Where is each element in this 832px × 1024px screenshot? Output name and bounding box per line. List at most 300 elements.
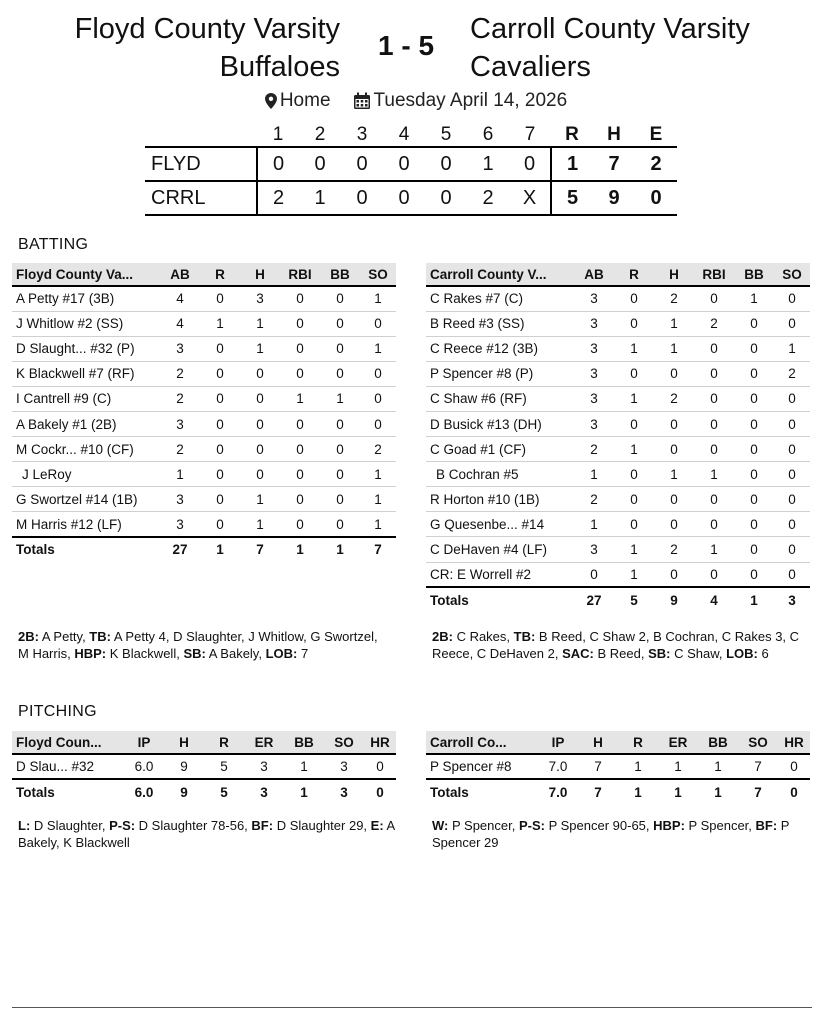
inning-score: 0 [314,152,326,175]
stat-row [426,411,810,436]
away-team-line1: Carroll County Varsity [470,13,750,45]
totals-label: Totals [12,537,160,562]
stat-cell: 0 [574,562,614,587]
column-header: R [629,266,639,282]
column-header: HR [370,734,390,750]
note-text: A Petty, [38,629,90,644]
batting-header-row [12,263,396,286]
stat-row [12,512,396,537]
stat-cell: 0 [734,462,774,487]
player-name: C Rakes #7 (C) [426,286,574,311]
stat-cell: 3 [574,311,614,336]
away-batting-notes [432,628,806,662]
total-runs: 5 [551,181,593,215]
note-label: P-S: [109,818,136,833]
column-header: H [179,734,189,750]
totals-cell: 5 [614,587,654,612]
stat-cell: 1 [614,386,654,411]
stat-cell: 3 [324,754,364,779]
inning-header: 1 [272,124,284,145]
totals-cell: 3 [774,587,810,612]
column-header: BB [744,266,764,282]
stat-row [426,487,810,512]
player-name: P Spencer #8 (P) [426,361,574,386]
stat-cell: 0 [734,386,774,411]
stat-cell: 1 [694,462,734,487]
stat-cell: 2 [654,537,694,562]
note-text: D Slaughter 78-56, [135,818,252,833]
totals-cell: 1 [280,537,320,562]
stat-cell: 0 [320,336,360,361]
total-hits: 9 [608,186,620,209]
stat-cell: 2 [654,386,694,411]
stat-cell: 0 [200,286,240,311]
stat-cell: 0 [614,462,654,487]
away-pitching-rows [426,754,810,804]
stat-cell: 3 [574,361,614,386]
column-header: H [255,266,265,282]
stat-cell: 0 [360,311,396,336]
inning-header: 5 [440,124,452,145]
stat-cell: 0 [320,411,360,436]
away-batting-table [426,263,810,612]
home-team-name [75,10,340,86]
stat-row [12,411,396,436]
stat-cell: 5 [204,754,244,779]
stat-cell: 0 [654,512,694,537]
home-pitching-table [12,731,396,804]
stat-row [12,754,396,779]
home-batting-notes [18,628,388,662]
stat-cell: 0 [734,487,774,512]
note-label: 2B: [18,629,39,644]
stat-cell: 0 [774,386,810,411]
totals-cell: 1 [698,779,738,804]
stat-cell: 0 [734,562,774,587]
player-name: C DeHaven #4 (LF) [426,537,574,562]
note-text: A Petty 4, D Slaughter, J Whitlow, G Swortzel, M Harris, [18,629,382,661]
stat-cell: 3 [240,286,280,311]
stat-cell: 2 [574,437,614,462]
stat-cell: 0 [694,562,734,587]
stat-cell: 1 [360,462,396,487]
stat-row [12,386,396,411]
stat-row [12,437,396,462]
stat-cell: 0 [614,512,654,537]
stat-cell: 1 [284,754,324,779]
final-score: 1 - 5 [377,30,435,61]
note-text: P Spencer 29 [432,818,793,850]
stat-cell: 0 [734,437,774,462]
stat-cell: 0 [200,411,240,436]
stat-row [426,562,810,587]
stat-cell: 3 [160,487,200,512]
stat-cell: 0 [200,487,240,512]
stat-cell: 1 [614,537,654,562]
stat-cell: 9 [164,754,204,779]
column-header: R [219,734,229,750]
stat-cell: 0 [654,411,694,436]
note-label: TB: [89,629,111,644]
stat-row [426,361,810,386]
stat-cell: 0 [280,462,320,487]
stat-cell: 1 [360,487,396,512]
note-label: W: [432,818,449,833]
note-text: A Bakely, K Blackwell [18,818,399,850]
stat-cell: 0 [734,311,774,336]
note-text: P Spencer, [684,818,756,833]
player-name: I Cantrell #9 (C) [12,386,160,411]
note-label: HBP: [74,646,107,661]
stat-cell: 0 [200,512,240,537]
stat-cell: 0 [360,361,396,386]
stat-row [426,437,810,462]
stat-cell: 0 [694,336,734,361]
totals-row [426,587,810,612]
totals-cell: 1 [618,779,658,804]
stat-cell: 2 [160,437,200,462]
stat-cell: 4 [160,286,200,311]
column-header: SO [748,734,768,750]
totals-cell: 0 [364,779,396,804]
stat-cell: 1 [240,311,280,336]
stat-cell: 3 [574,537,614,562]
note-label: BF: [251,818,274,833]
errors-header: E [649,124,663,145]
stat-cell: 0 [694,437,734,462]
totals-cell: 7.0 [538,779,578,804]
stat-cell: 0 [240,437,280,462]
stat-cell: 0 [778,754,810,779]
column-header: BB [330,266,350,282]
stat-row [426,386,810,411]
column-header: HR [784,734,804,750]
totals-cell: 1 [200,537,240,562]
inning-header: 2 [314,124,326,145]
player-name: R Horton #10 (1B) [426,487,574,512]
inning-header: 6 [482,124,494,145]
player-name: P Spencer #8 [426,754,538,779]
stat-cell: 2 [360,437,396,462]
stat-cell: 0 [734,411,774,436]
player-name: J Whitlow #2 (SS) [12,311,160,336]
stat-cell: 0 [774,487,810,512]
stat-row [426,336,810,361]
game-location: Home [279,90,331,111]
stat-cell: 0 [654,361,694,386]
stat-cell: 0 [280,286,320,311]
stat-cell: 1 [614,562,654,587]
stat-row [12,487,396,512]
totals-cell: 7 [360,537,396,562]
player-name: D Busick #13 (DH) [426,411,574,436]
stat-cell: 3 [160,336,200,361]
inning-score: 0 [356,152,368,175]
stat-cell: 0 [774,562,810,587]
column-header: BB [294,734,314,750]
totals-cell: 3 [244,779,284,804]
stat-cell: 1 [200,311,240,336]
stat-cell: 2 [160,386,200,411]
total-hits: 7 [608,152,620,175]
linescore-row [145,147,677,181]
stat-cell: 0 [774,437,810,462]
totals-cell: 9 [654,587,694,612]
stat-row [12,311,396,336]
totals-cell: 1 [320,537,360,562]
player-name: C Reece #12 (3B) [426,336,574,361]
stat-cell: 0 [320,487,360,512]
stat-cell: 1 [658,754,698,779]
pitching-section-title: PITCHING [18,703,97,720]
stat-cell: 3 [160,411,200,436]
stat-cell: 1 [618,754,658,779]
column-header: SO [334,734,354,750]
note-text: P Spencer 90-65, [544,818,654,833]
column-header: BB [708,734,728,750]
team-column-header: Carroll Co... [430,734,507,750]
stat-cell: 0 [200,462,240,487]
totals-cell: 4 [694,587,734,612]
stat-cell: 0 [280,311,320,336]
stat-cell: 3 [574,411,614,436]
stat-cell: 1 [280,386,320,411]
stat-cell: 1 [160,462,200,487]
away-batting-rows [426,286,810,612]
home-batting-rows [12,286,396,562]
player-name: CR: E Worrell #2 [426,562,574,587]
game-date: Tuesday April 14, 2026 [373,90,568,111]
player-name: C Goad #1 (CF) [426,437,574,462]
stat-cell: 2 [654,286,694,311]
stat-cell: 0 [614,311,654,336]
stat-cell: 0 [774,537,810,562]
totals-cell: 7 [240,537,280,562]
inning-score: 2 [482,186,494,209]
stat-cell: 0 [364,754,396,779]
stat-cell: 1 [734,286,774,311]
totals-row [12,779,396,804]
runs-header: R [565,124,579,145]
stat-row [426,311,810,336]
note-label: L: [18,818,31,833]
linescore-row [145,181,677,215]
note-text: B Reed, [593,646,649,661]
stat-cell: 0 [694,386,734,411]
stat-cell: 1 [654,462,694,487]
column-header: AB [170,266,190,282]
stat-cell: 0 [734,512,774,537]
stat-cell: 1 [614,336,654,361]
stat-cell: 1 [774,336,810,361]
linescore-team: FLYD [151,152,201,175]
stat-cell: 0 [360,386,396,411]
stat-row [426,512,810,537]
stat-cell: 0 [320,361,360,386]
player-name: C Shaw #6 (RF) [426,386,574,411]
note-label: LOB: [726,646,758,661]
bottom-divider [12,1007,812,1008]
stat-cell: 0 [200,361,240,386]
home-team-line1: Floyd County Varsity [74,13,340,45]
team-column-header: Floyd County Va... [16,266,134,282]
stat-cell: 0 [614,286,654,311]
totals-label: Totals [426,779,538,804]
stat-cell: 1 [614,437,654,462]
stat-cell: 0 [240,462,280,487]
stat-cell: 0 [694,361,734,386]
stat-cell: 0 [280,411,320,436]
stat-row [12,361,396,386]
stat-cell: 0 [240,411,280,436]
totals-row [426,779,810,804]
stat-cell: 1 [654,336,694,361]
team-column-header: Carroll County V... [430,266,547,282]
stat-cell: 0 [320,286,360,311]
inning-score: 0 [398,152,410,175]
note-label: LOB: [265,646,298,661]
note-label: HBP: [653,818,685,833]
stat-cell: 0 [654,437,694,462]
inning-score: 0 [440,186,452,209]
note-text: D Slaughter 29, [273,818,371,833]
inning-score: 0 [257,147,299,181]
stat-cell: 1 [320,386,360,411]
inning-score: 0 [398,186,410,209]
player-name: B Reed #3 (SS) [426,311,574,336]
player-name: D Slaught... #32 (P) [12,336,160,361]
total-runs: 1 [551,147,593,181]
stat-cell: 0 [240,386,280,411]
totals-cell: 9 [164,779,204,804]
player-name: K Blackwell #7 (RF) [12,361,160,386]
inning-score: 0 [440,152,452,175]
totals-cell: 27 [160,537,200,562]
stat-cell: 0 [280,487,320,512]
inning-score: X [522,186,537,209]
note-text: C Shaw, [670,646,727,661]
note-text: B Reed, C Shaw 2, B Cochran, C Rakes 3, C Reece, C DeHaven 2, [432,629,803,661]
note-label: P-S: [518,818,545,833]
stat-cell: 0 [694,411,734,436]
stat-cell: 7.0 [538,754,578,779]
column-header: ER [668,734,688,750]
totals-cell: 7 [738,779,778,804]
player-name: J LeRoy [12,462,160,487]
stat-cell: 7 [738,754,778,779]
stat-cell: 0 [774,411,810,436]
totals-cell: 6.0 [124,779,164,804]
stat-cell: 3 [574,336,614,361]
note-text: A Bakely, [205,646,266,661]
column-header: RBI [288,266,312,282]
away-team-name [470,10,750,86]
away-team-line2: Cavaliers [470,51,591,83]
game-meta [0,90,832,112]
stat-cell: 0 [320,462,360,487]
stat-cell: 0 [240,361,280,386]
calendar-icon [353,92,371,110]
pitching-header-row [426,731,810,754]
totals-cell: 0 [778,779,810,804]
column-header: H [669,266,679,282]
batting-section-title: BATTING [18,236,89,253]
player-name: G Quesenbe... #14 [426,512,574,537]
column-header: SO [782,266,802,282]
player-name: A Petty #17 (3B) [12,286,160,311]
stat-cell: 0 [694,286,734,311]
note-text: D Slaughter, [30,818,110,833]
column-header: RBI [702,266,726,282]
stat-cell: 0 [280,512,320,537]
stat-cell: 0 [320,311,360,336]
stat-cell: 7 [578,754,618,779]
stat-cell: 0 [774,311,810,336]
stat-row [426,462,810,487]
total-errors: 0 [650,186,662,209]
column-header: R [633,734,643,750]
location-pin-icon [265,93,277,109]
stat-cell: 0 [734,361,774,386]
column-header: H [593,734,603,750]
stat-cell: 0 [200,437,240,462]
stat-cell: 1 [360,286,396,311]
note-text: 7 [297,646,309,661]
home-pitching-notes [18,817,402,851]
stat-cell: 0 [654,487,694,512]
stat-cell: 0 [614,487,654,512]
totals-cell: 1 [658,779,698,804]
stat-cell: 0 [200,336,240,361]
stat-cell: 3 [574,386,614,411]
inning-score: 1 [482,152,494,175]
inning-score: 0 [356,186,368,209]
stat-cell: 0 [654,562,694,587]
game-header [0,10,832,90]
stat-cell: 3 [244,754,284,779]
inning-header: 4 [398,124,410,145]
stat-cell: 1 [240,336,280,361]
stat-cell: 1 [574,512,614,537]
stat-row [426,286,810,311]
linescore-team: CRRL [151,186,206,209]
column-header: SO [368,266,388,282]
note-label: SAC: [562,646,594,661]
stat-cell: 0 [200,386,240,411]
home-pitching-rows [12,754,396,804]
stat-cell: 0 [320,512,360,537]
note-label: TB: [513,629,536,644]
inning-score: 1 [314,186,326,209]
inning-header: 7 [524,124,536,145]
note-label: BF: [755,818,778,833]
player-name: B Cochran #5 [426,462,574,487]
stat-cell: 1 [574,462,614,487]
linescore-header [145,124,677,147]
totals-label: Totals [426,587,574,612]
stat-cell: 0 [280,437,320,462]
stat-cell: 0 [614,361,654,386]
totals-cell: 7 [578,779,618,804]
note-label: 2B: [432,629,453,644]
inning-score: 0 [523,152,536,175]
stat-cell: 0 [280,361,320,386]
stat-row [426,754,810,779]
stat-row [12,336,396,361]
note-label: SB: [648,646,671,661]
stat-cell: 0 [320,437,360,462]
stat-cell: 6.0 [124,754,164,779]
